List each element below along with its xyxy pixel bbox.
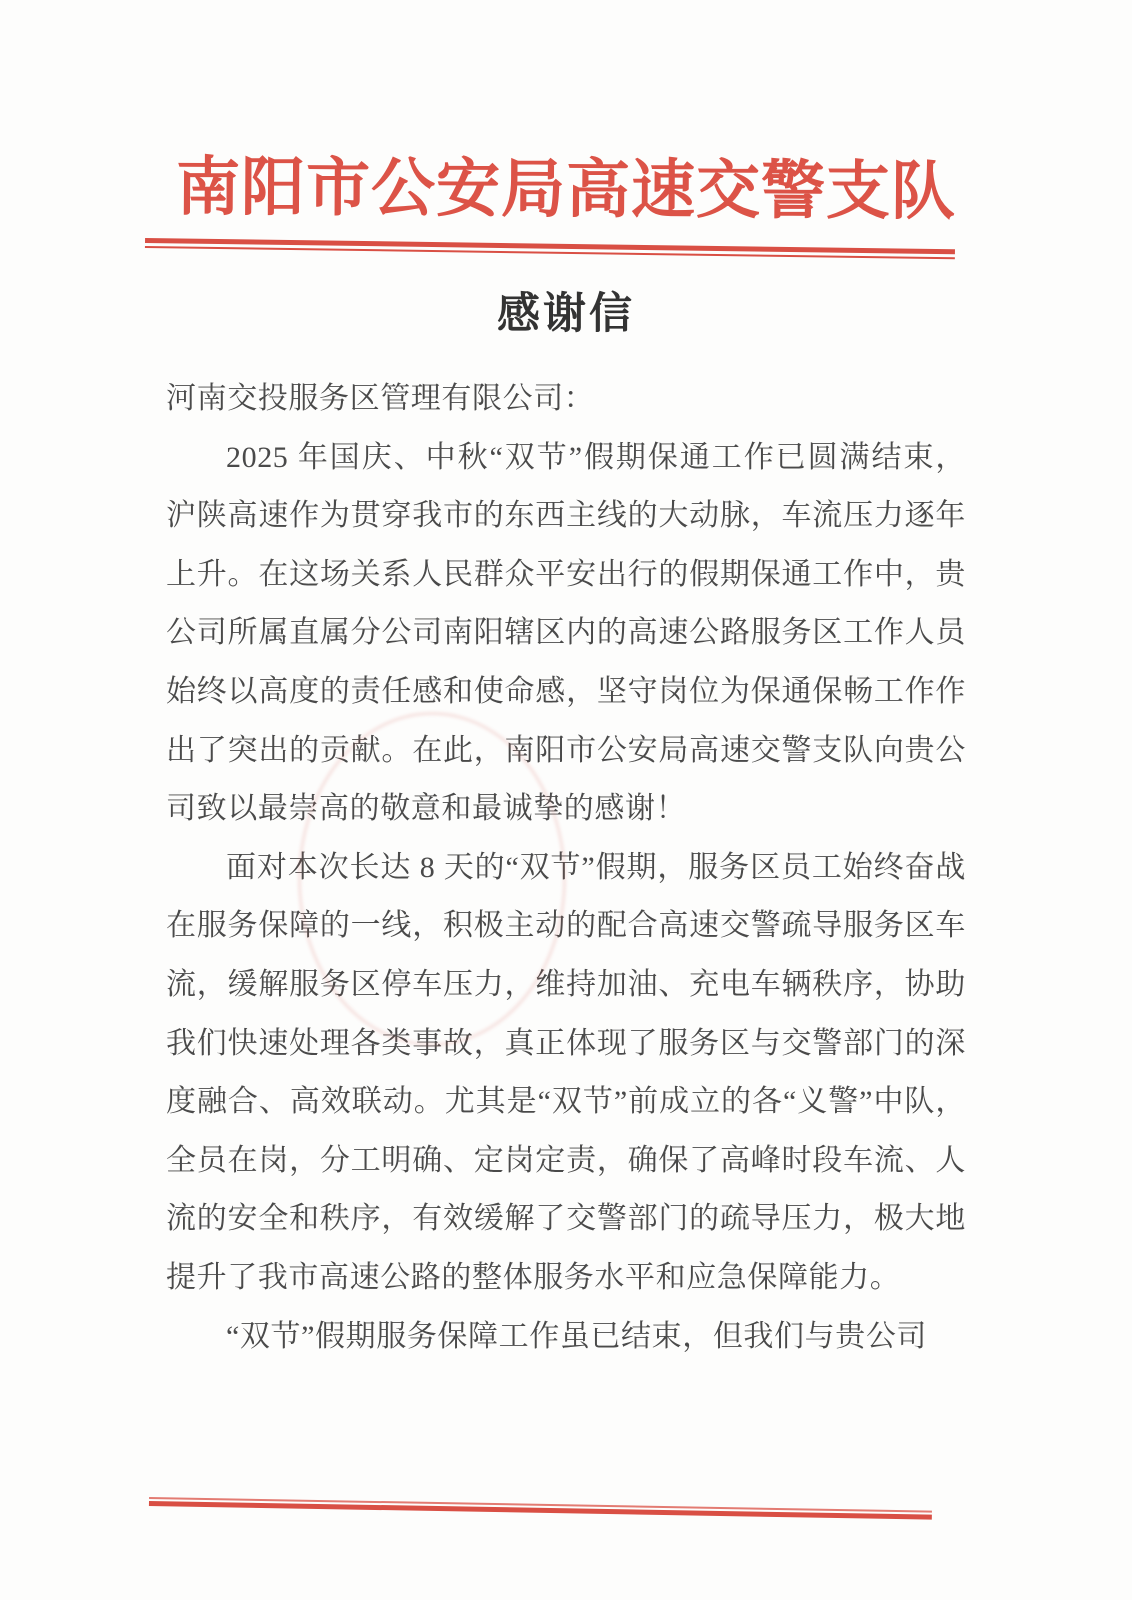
- document-title: 感谢信: [497, 291, 635, 338]
- salutation: 河南交投服务区管理有限公司：: [166, 382, 595, 415]
- footer-divider: [149, 1497, 932, 1520]
- letter-body: [166, 370, 966, 1366]
- letterhead-divider: [145, 238, 955, 259]
- paragraph-1: 2025 年国庆、中秋“双节”假期保通工作已圆满结束，沪陕高速作为贯穿我市的东西主线的大动脉，车流压力逐年上升。在这场关系人民群众平安出行的假期保通工作中，贵公司所属直属分公司南阳辖区内的高速公路服务区工作人员始终以高度的责任感和使命感，坚守岗位为保通保畅工作作出了突出的贡献。在此，南阳市公安局高速交警支队向贵公司致以最崇高的敬意和最诚挚的感谢！: [166, 440, 966, 826]
- paragraph-2: 面对本次长达 8 天的“双节”假期，服务区员工始终奋战在服务保障的一线，积极主动的配合高速交警疏导服务区车流，缓解服务区停车压力，维持加油、充电车辆秩序，协助我们快速处理各类事故，真正体现了服务区与交警部门的深度融合、高效联动。尤其是“双节”前成立的各“义警”中队，全员在岗，分工明确、定岗定责，确保了高峰时段车流、人流的安全和秩序，有效缓解了交警部门的疏导压力，极大地提升了我市高速公路的整体服务水平和应急保障能力。: [166, 850, 966, 1294]
- letterhead-title: 南阳市公安局高速交警支队: [175, 151, 957, 228]
- paragraph-3: “双节”假期服务保障工作虽已结束，但我们与贵公司: [226, 1319, 928, 1353]
